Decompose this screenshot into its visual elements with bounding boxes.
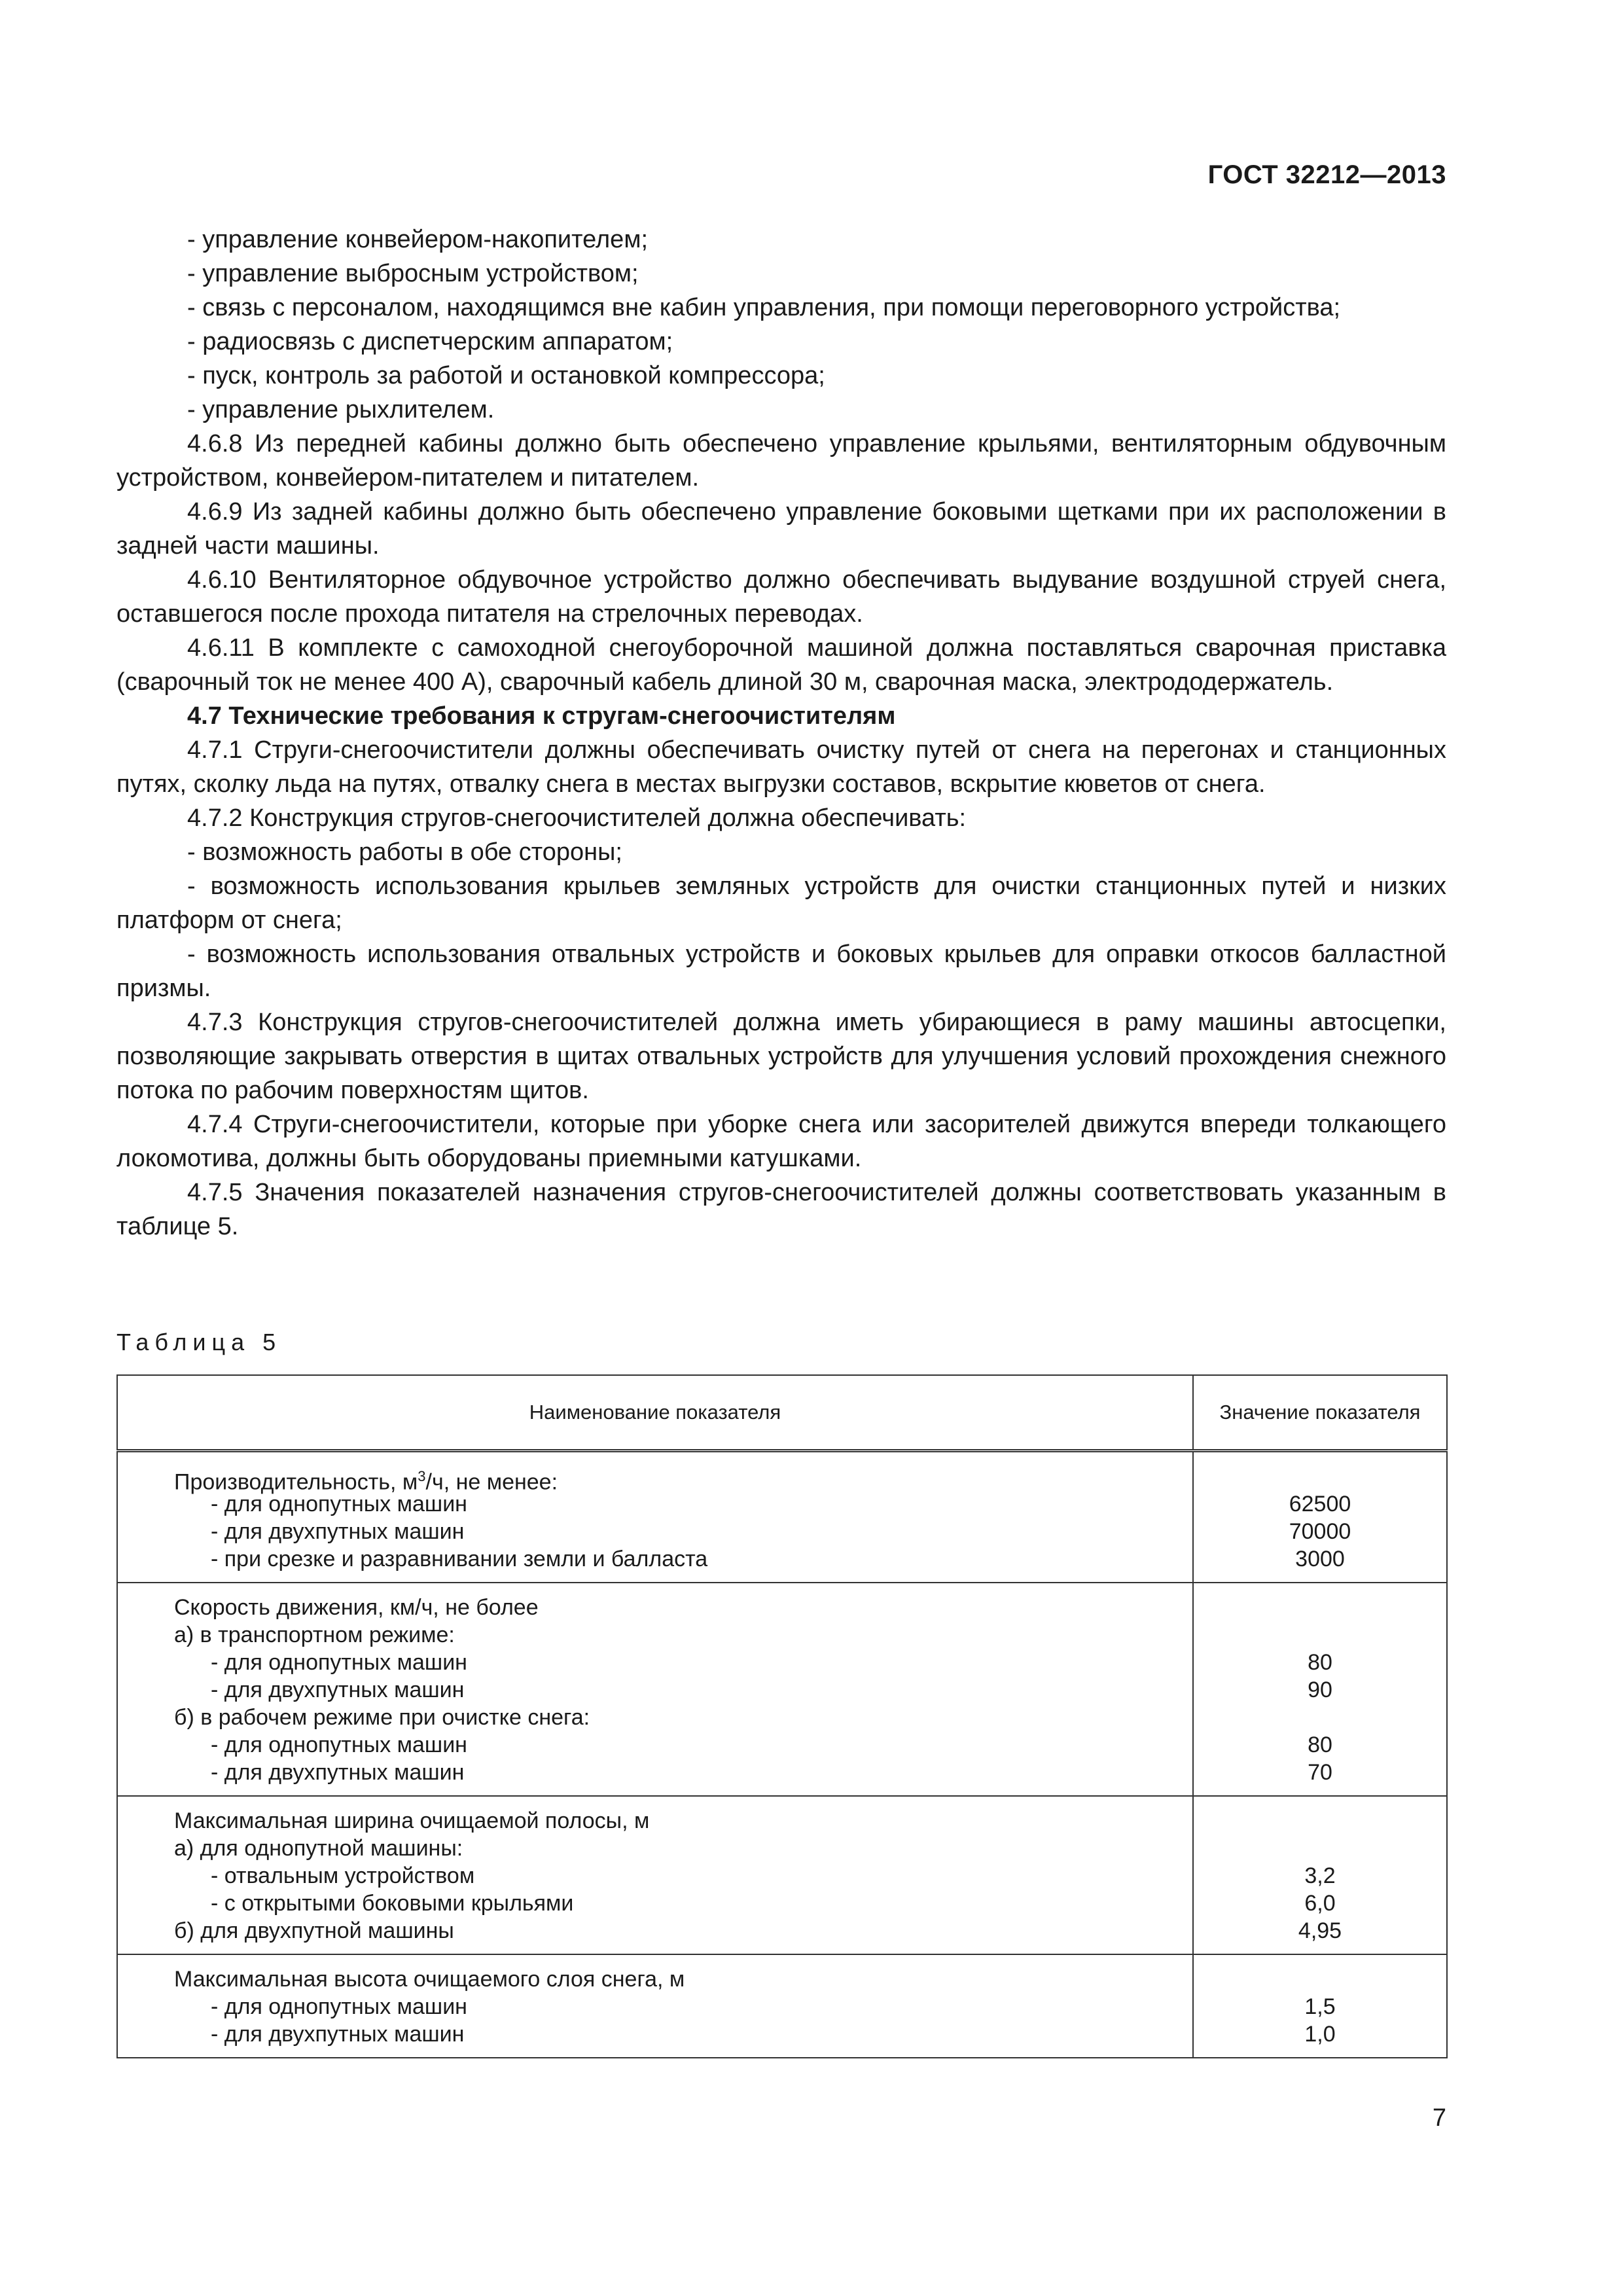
indicator-name-cell (117, 1451, 1193, 1583)
list-item: - связь с персоналом, находящимся вне кабин управления, при помощи переговорного устройства; (187, 294, 1341, 321)
paragraph: 4.6.9 Из задней кабины должно быть обеспечено управление боковыми щетками при их расположении в задней части машины. (116, 498, 1446, 560)
unit-superscript: 3 (418, 1468, 426, 1484)
indicator-value (1194, 1594, 1446, 1621)
list-item: - пуск, контроль за работой и остановкой компрессора; (187, 362, 825, 389)
indicator-name: - для двухпутных машин (211, 2022, 465, 2047)
list-item: - возможность работы в обе стороны; (187, 838, 622, 866)
table-row (117, 1954, 1447, 2058)
indicator-name: - для однопутных машин (211, 1492, 467, 1516)
indicator-value (1194, 1807, 1446, 1835)
table-row (117, 1796, 1447, 1954)
paragraph: 4.7.4 Струги-снегоочистители, которые при уборке снега или засорителей движутся впереди толкающего локомотива, должны быть оборудованы приемными катушками. (116, 1111, 1446, 1172)
indicator-name-cell (117, 1954, 1193, 2058)
document-header: ГОСТ 32212—2013 (1207, 160, 1446, 189)
indicator-name: - для однопутных машин (211, 1994, 467, 2019)
indicator-name: - отвальным устройством (211, 1863, 475, 1888)
indicator-name: Скорость движения, км/ч, не более (174, 1595, 539, 1620)
indicator-value: 80 (1308, 1650, 1332, 1675)
indicator-value (1194, 1704, 1446, 1731)
indicator-value (1194, 1463, 1446, 1490)
paragraph: 4.7.2 Конструкция стругов-снегоочистителей должна обеспечивать: (187, 804, 967, 832)
indicator-name (174, 1463, 1192, 1495)
indicator-name: а) в транспортном режиме: (174, 1623, 455, 1647)
indicator-value: 3,2 (1304, 1863, 1336, 1888)
indicator-value-cell (1193, 1796, 1447, 1954)
column-header-name: Наименование показателя (117, 1375, 1193, 1451)
table-row (117, 1583, 1447, 1796)
list-item: - управление выбросным устройством; (187, 260, 639, 287)
indicator-value: 6,0 (1304, 1891, 1336, 1916)
indicator-name: - для однопутных машин (211, 1650, 467, 1675)
indicator-name: - при срезке и разравнивании земли и балласта (211, 1547, 708, 1571)
indicator-name: - с открытыми боковыми крыльями (211, 1891, 574, 1916)
indicator-value (1194, 1621, 1446, 1649)
list-item: - возможность использования крыльев земляных устройств для очистки станционных путей и низких платформ от снега; (116, 872, 1446, 934)
indicator-value: 70 (1308, 1760, 1332, 1785)
paragraph: 4.7.1 Струги-снегоочистители должны обеспечивать очистку путей от снега на перегонах и станционных путях, сколку льда на путях, отвалку снега в местах выгрузки составов, вскрытие кюветов от снега. (116, 736, 1446, 798)
paragraph: 4.6.8 Из передней кабины должно быть обеспечено управление крыльями, вентиляторным обдувочным устройством, конвейером-питателем и питателем. (116, 430, 1446, 492)
paragraph: 4.7.5 Значения показателей назначения стругов-снегоочистителей должны соответствовать указанным в таблице 5. (116, 1179, 1446, 1240)
indicator-name-part: /ч, не менее: (425, 1469, 558, 1495)
indicator-value: 4,95 (1298, 1918, 1342, 1943)
indicator-name: б) в рабочем режиме при очистке снега: (174, 1705, 590, 1730)
section-heading: 4.7 Технические требования к стругам-снегоочистителям (187, 702, 896, 730)
indicator-value: 80 (1308, 1732, 1332, 1757)
indicator-value: 1,0 (1304, 2022, 1336, 2047)
paragraph: 4.6.11 В комплекте с самоходной снегоуборочной машиной должна поставляться сварочная приставка (сварочный ток не менее 400 А), сварочный кабель длиной 30 м, сварочная маска, электрододержатель. (116, 634, 1446, 696)
indicator-name: - для двухпутных машин (211, 1519, 465, 1544)
indicator-name-part: Производительность, м (174, 1469, 418, 1495)
indicator-value-cell (1193, 1583, 1447, 1796)
indicator-value: 70000 (1289, 1519, 1351, 1544)
paragraph: 4.6.10 Вентиляторное обдувочное устройство должно обеспечивать выдувание воздушной струей снега, оставшегося после прохода питателя на стрелочных переводах. (116, 566, 1446, 628)
paragraph: 4.7.3 Конструкция стругов-снегоочистителей должна иметь убирающиеся в раму машины автосцепки, позволяющие закрывать отверстия в щитах отвальных устройств для улучшения условий прохождения снежного потока по рабочим поверхностям щитов. (116, 1009, 1446, 1104)
table-caption: Таблица 5 (116, 1329, 282, 1355)
indicator-value: 3000 (1295, 1547, 1345, 1571)
list-item: - управление конвейером-накопителем; (187, 226, 649, 253)
indicator-value (1194, 1835, 1446, 1862)
indicator-value: 90 (1308, 1677, 1332, 1702)
indicator-name: - для двухпутных машин (211, 1677, 465, 1702)
indicator-name: - для однопутных машин (211, 1732, 467, 1757)
table-header-row (117, 1375, 1447, 1451)
table-row (117, 1451, 1447, 1583)
page-number: 7 (1432, 2104, 1446, 2132)
indicator-name: - для двухпутных машин (211, 1760, 465, 1785)
indicator-name-cell (117, 1583, 1193, 1796)
indicator-name: а) для однопутной машины: (174, 1836, 463, 1861)
list-item: - управление рыхлителем. (187, 396, 495, 423)
indicator-name: б) для двухпутной машины (174, 1918, 454, 1943)
indicator-value: 1,5 (1304, 1994, 1336, 2019)
document-body (116, 223, 1446, 1244)
list-item: - возможность использования отвальных устройств и боковых крыльев для оправки откосов балластной призмы. (116, 941, 1446, 1002)
list-item: - радиосвязь с диспетчерским аппаратом; (187, 328, 673, 355)
indicator-value: 62500 (1289, 1492, 1351, 1516)
indicator-value-cell (1193, 1451, 1447, 1583)
indicator-value (1194, 1965, 1446, 1993)
table-5 (116, 1374, 1448, 2058)
indicator-value-cell (1193, 1954, 1447, 2058)
indicator-name-cell (117, 1796, 1193, 1954)
column-header-value: Значение показателя (1193, 1375, 1447, 1451)
indicator-name: Максимальная ширина очищаемой полосы, м (174, 1808, 650, 1833)
indicator-name: Максимальная высота очищаемого слоя снега, м (174, 1967, 685, 1992)
